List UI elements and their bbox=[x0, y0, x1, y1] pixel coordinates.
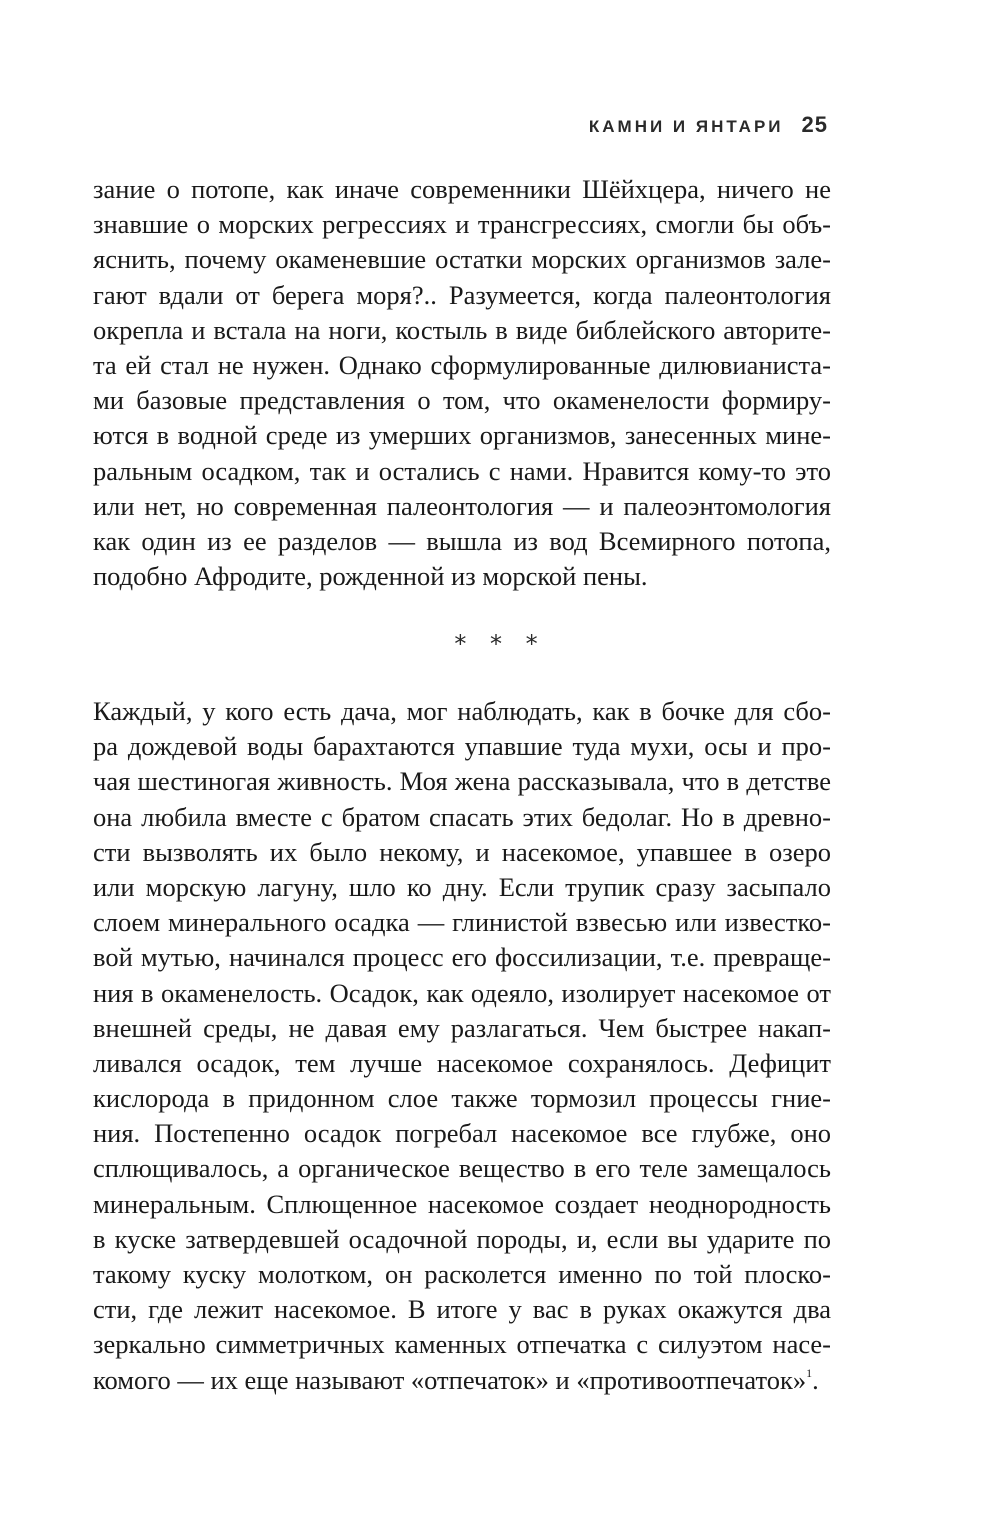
text-line: такому куску молотком, он расколется именно по той плоско- bbox=[93, 1259, 831, 1289]
text-line: ются в водной среде из умерших организмов, занесенных мине- bbox=[93, 420, 831, 451]
text-line: ния в окаменелость. Осадок, как одеяло, изолирует насекомое от bbox=[93, 977, 831, 1008]
running-title: КАМНИ И ЯНТАРИ bbox=[588, 117, 784, 136]
text-line-content: комого — их еще называют «отпечаток» и «противоотпечаток» bbox=[93, 1364, 807, 1395]
running-head bbox=[589, 112, 828, 138]
text-line: как один из ее разделов — вышла из вод Всемирного потопа, bbox=[93, 525, 831, 556]
section-separator: * * * bbox=[454, 630, 546, 658]
text-line: ра дождевой воды барахтаются упавшие туда мухи, осы и про- bbox=[93, 731, 831, 762]
text-line: ми базовые представления о том, что окаменелости формиру- bbox=[93, 385, 831, 416]
text-line: минеральным. Сплющенное насекомое создает неоднородность bbox=[93, 1188, 831, 1219]
text-line: вой мутью, начинался процесс его фоссилизации, т.е. превраще- bbox=[93, 942, 831, 973]
text-line: сти вызволять их было некому, и насекомое, упавшее в озеро bbox=[93, 836, 831, 867]
text-line: в куске затвердевшей осадочной породы, и, если вы ударите по bbox=[93, 1223, 831, 1254]
text-line: знавшие о морских регрессиях и трансгрессиях, смогли бы объ- bbox=[93, 209, 831, 240]
text-line: та ей стал не нужен. Однако сформулированные дилювианиста- bbox=[93, 349, 831, 380]
text-line: окрепла и встала на ноги, костыль в виде библейского авторите- bbox=[93, 314, 831, 345]
paragraph-1 bbox=[93, 172, 831, 594]
text-line: ния. Постепенно осадок погребал насекомое все глубже, оно bbox=[93, 1118, 831, 1149]
text-line: яснить, почему окаменевшие остатки морских организмов зале- bbox=[93, 244, 831, 275]
text-line: она любила вместе с братом спасать этих бедолаг. Но в древно- bbox=[93, 801, 831, 832]
text-line: сти, где лежит насекомое. В итоге у вас в руках окажутся два bbox=[93, 1294, 831, 1325]
text-line-last bbox=[93, 1363, 831, 1398]
text-line: зеркально симметричных каменных отпечатка с силуэтом насе- bbox=[93, 1329, 831, 1360]
text-line: слоем минерального осадка — глинистой взвесью или известко- bbox=[93, 907, 831, 938]
text-line: зание о потопе, как иначе современники Шёйхцера, ничего не bbox=[93, 174, 831, 204]
footnote-marker[interactable]: 1 bbox=[806, 1365, 813, 1380]
page-number: 25 bbox=[801, 112, 828, 137]
text-line: или нет, но современная палеонтология — и палеоэнтомология bbox=[93, 490, 831, 521]
text-line: Каждый, у кого есть дача, мог наблюдать, как в бочке для сбо- bbox=[93, 696, 831, 726]
text-line: ральным осадком, так и остались с нами. Нравится кому-то это bbox=[93, 455, 831, 486]
text-line: или морскую лагуну, шло ко дну. Если трупик сразу засыпало bbox=[93, 871, 831, 902]
text-line: внешней среды, не давая ему разлагаться. Чем быстрее накап- bbox=[93, 1012, 831, 1043]
sentence-period: . bbox=[812, 1364, 819, 1395]
text-line: ливался осадок, тем лучше насекомое сохранялось. Дефицит bbox=[93, 1047, 831, 1078]
text-line: чая шестиногая живность. Моя жена рассказывала, что в детстве bbox=[93, 766, 831, 797]
paragraph-2 bbox=[93, 694, 831, 1398]
text-line: кислорода в придонном слое также тормозил процессы гние- bbox=[93, 1083, 831, 1114]
text-line: гают вдали от берега моря?.. Разумеется, когда палеонтология bbox=[93, 279, 831, 310]
text-line: подобно Афродите, рожденной из морской пены. bbox=[93, 561, 648, 592]
text-line: сплющивалось, а органическое вещество в его теле замещалось bbox=[93, 1153, 831, 1184]
